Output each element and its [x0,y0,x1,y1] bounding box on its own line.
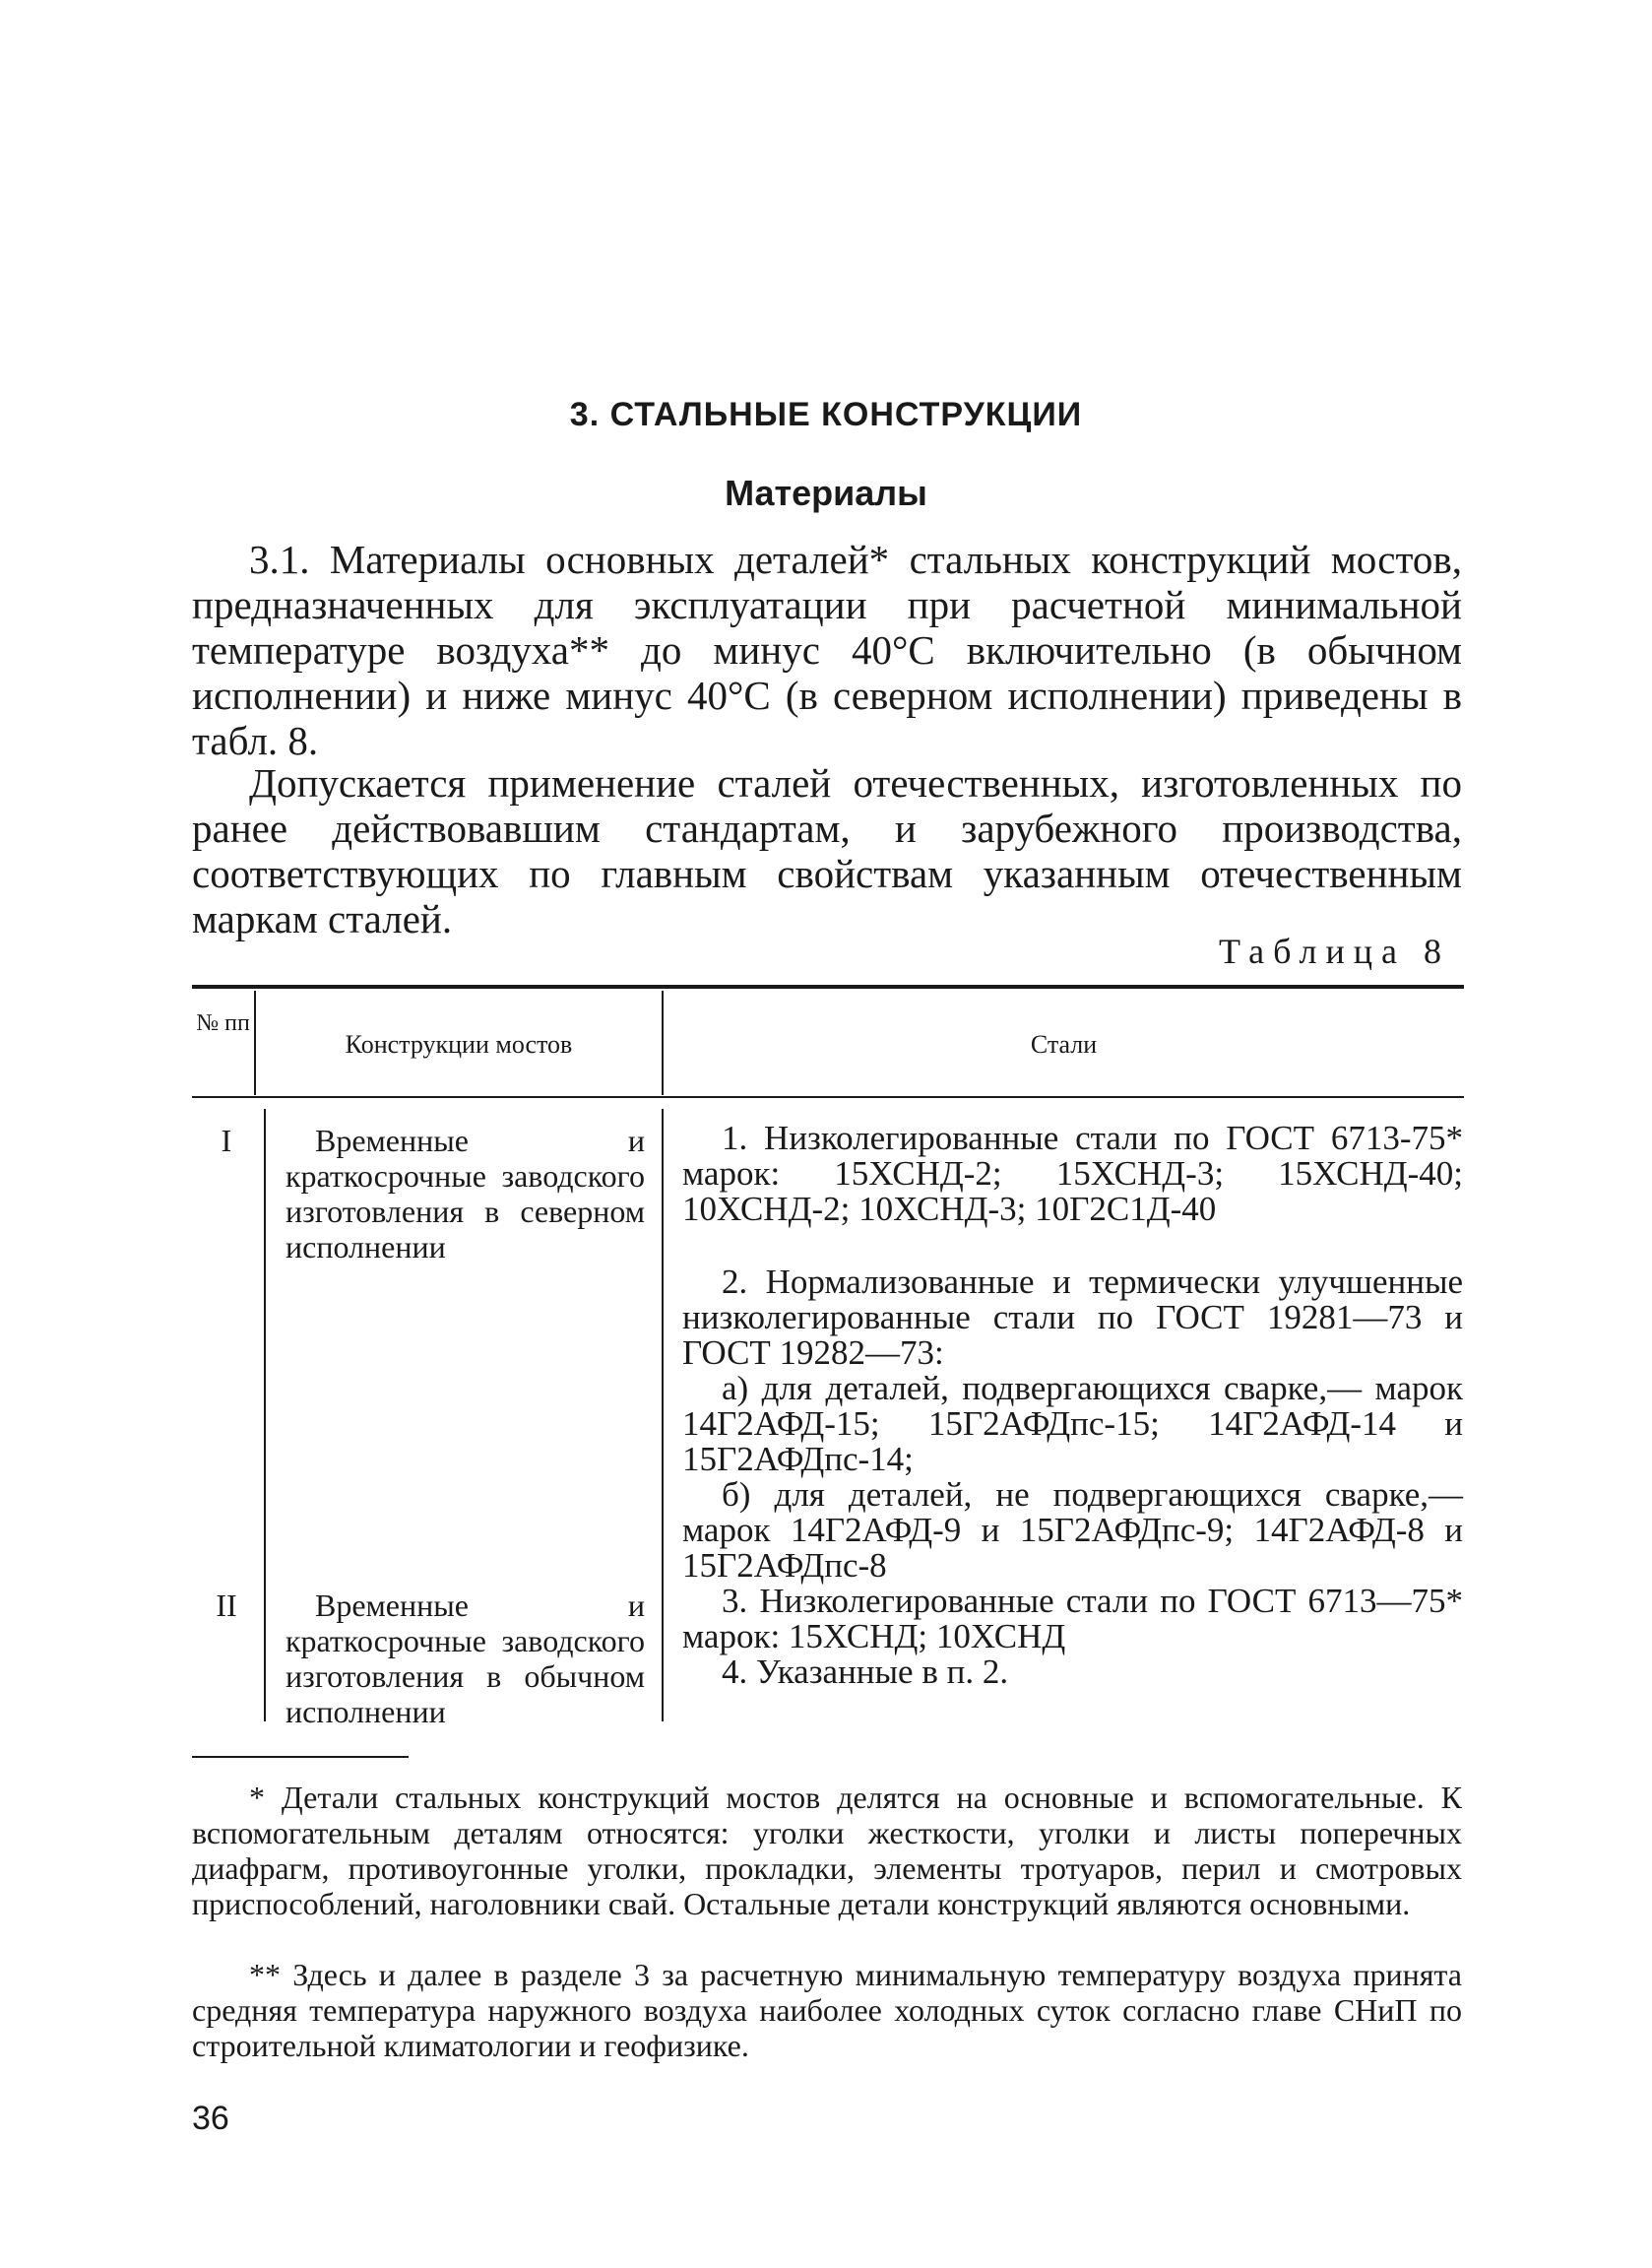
chapter-title: 3. СТАЛЬНЫЕ КОНСТРУКЦИИ [569,396,1083,433]
row-number: II [216,1588,237,1623]
footnote-temperature: ** Здесь и далее в разделе 3 за расчетную минимальную температуру воздуха принята средняя температура наружного воздуха наиболее холодных суток согласно главе СНиП по строительной климатологии и геофизике. [192,1957,1462,2063]
header-bottom-rule [192,1096,1464,1098]
header-constructions: Конструкции мостов [345,1030,573,1059]
page-number: 36 [192,2100,229,2137]
body-divider-1 [264,1109,266,1721]
paragraph-permission: Допускается применение сталей отечественных, изготовленных по ранее действовавшим стандартам, и зарубежного производства, соответствующих по главным свойствам указанным отечественным маркам сталей. [192,760,1462,941]
steel-item: 1. Низколегированные стали по ГОСТ 6713-75* марок: 15ХСНД-2; 15ХСНД-3; 15ХСНД-40; 10ХСНД-2; 10ХСНД-3; 10Г2С1Д-40 [682,1119,1463,1228]
construction-cell: Временные и краткосрочные заводского изготовления в северном исполнении [286,1123,645,1264]
row-number: I [221,1123,232,1158]
steel-item: 2. Нормализованные и термически улучшенные низколегированные стали по ГОСТ 19281—73 и ГОСТ 19282—73: [682,1263,1463,1372]
paragraph-3-1: 3.1. Материалы основных деталей* стальных конструкций мостов, предназначенных для эксплуатации при расчетной минимальной температуре воздуха** до минус 40°С включительно (в обычном исполнении) и ниже минус 40°С (в северном исполнении) приведены в табл. 8. [192,537,1462,763]
header-number: № пп [196,1010,250,1036]
body-divider-2 [662,1109,664,1721]
steel-item: б) для деталей, не подвергающихся сварке,— марок 14Г2АФД-9 и 15Г2АФДпс-9; 14Г2АФД-8 и 15Г2АФДпс-8 [682,1475,1463,1585]
table-top-rule [192,985,1464,989]
footnote-details: * Детали стальных конструкций мостов делятся на основные и вспомогательные. К вспомогательным деталям относятся: уголки жесткости, уголки и листы поперечных диафрагм, противоугонные уголки, прокладки, элементы тротуаров, перил и смотровых приспособлений, наголовники свай. Остальные детали конструкций являются основными. [192,1780,1462,1921]
section-title: Материалы [725,473,927,513]
header-steels: Стали [1030,1030,1098,1059]
footnote-separator [192,1756,409,1758]
construction-cell: Временные и краткосрочные заводского изготовления в обычном исполнении [286,1588,645,1729]
steel-item: 3. Низколегированные стали по ГОСТ 6713—75* марок: 15ХСНД; 10ХСНД [682,1582,1463,1655]
table-caption: Таблица 8 [1219,932,1450,971]
steel-item: а) для деталей, подвергающихся сварке,— марок 14Г2АФД-15; 15Г2АФДпс-15; 14Г2АФД-14 и 15Г2АФДпс-14; [682,1369,1463,1478]
steel-item: 4. Указанные в п. 2. [722,1652,1009,1691]
